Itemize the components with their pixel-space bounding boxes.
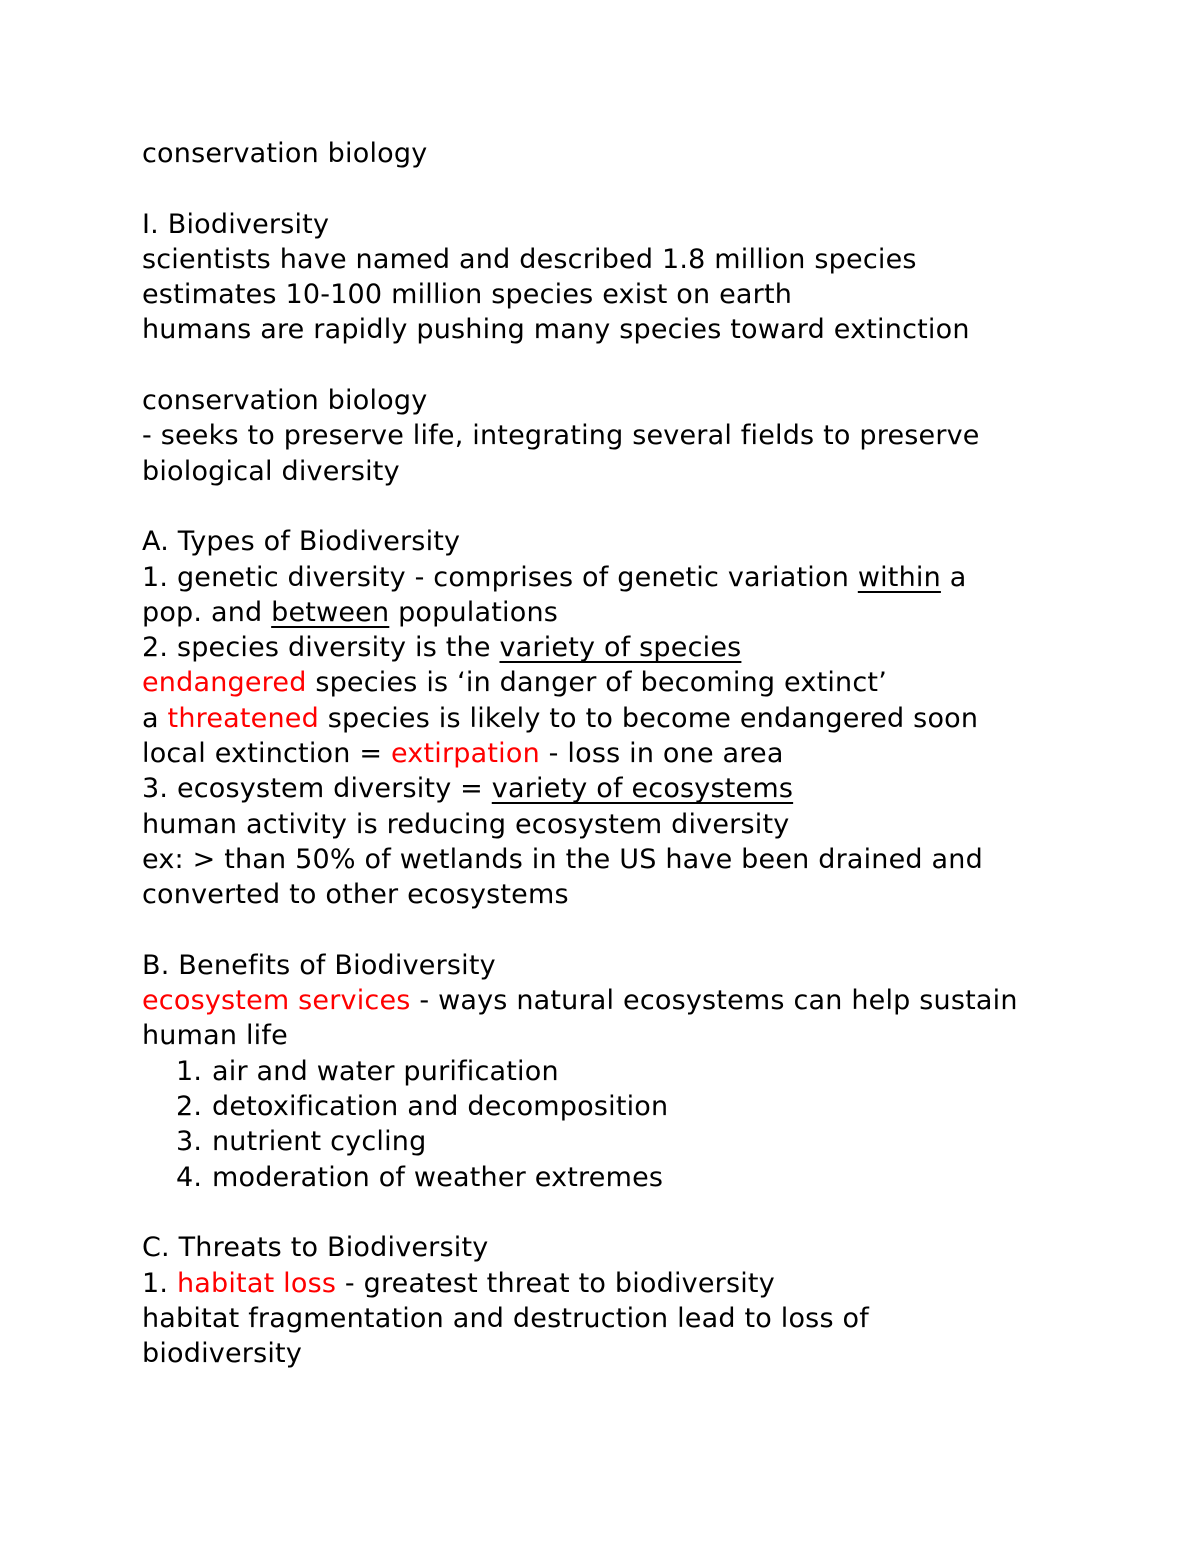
highlighted-term: extirpation [390, 738, 540, 770]
text: species is ‘in danger of becoming extinct’ [306, 667, 887, 699]
text: 1. [142, 1267, 177, 1299]
list-number: 1. [176, 1055, 203, 1087]
list-item [142, 1054, 1122, 1089]
document-title: conservation biology [142, 138, 428, 169]
list-text: detoxification and decomposition [212, 1091, 669, 1123]
underlined-term: variety of species [499, 632, 742, 664]
text-line: human activity is reducing ecosystem diversity [142, 808, 790, 840]
text-line [142, 983, 1122, 1018]
text-line: scientists have named and described 1.8 million species [142, 243, 917, 275]
spacer [142, 348, 1122, 383]
list-number: 3. [176, 1126, 203, 1158]
text-line: human life [142, 1020, 288, 1052]
highlighted-term: ecosystem services [142, 985, 411, 1017]
text-line: estimates 10-100 million species exist on earth [142, 279, 793, 311]
text-line [142, 560, 1122, 595]
text-line: habitat fragmentation and destruction lead to loss of [142, 1302, 869, 1334]
section-heading: conservation biology [142, 385, 428, 417]
text: a [142, 702, 168, 734]
section-heading: C. Threats to Biodiversity [142, 1232, 489, 1264]
highlighted-term: habitat loss [176, 1267, 337, 1299]
list-number: 2. [176, 1091, 203, 1123]
spacer [142, 489, 1122, 524]
underlined-term: between [271, 596, 390, 628]
highlighted-term: endangered [142, 667, 307, 699]
text: - greatest threat to biodiversity [336, 1267, 775, 1299]
text-line: - seeks to preserve life, integrating several fields to preserve [142, 420, 980, 452]
list-item [142, 1124, 1122, 1159]
text-line [142, 736, 1122, 771]
list-item [142, 1160, 1122, 1195]
text: species is likely to to become endangered soon [318, 702, 979, 734]
spacer [142, 171, 1122, 206]
text: 3. ecosystem diversity = [142, 773, 492, 805]
text: 2. species diversity is the [142, 632, 500, 664]
section-heading: I. Biodiversity [142, 208, 330, 240]
text: pop. and [142, 596, 272, 628]
section-heading: B. Benefits of Biodiversity [142, 949, 496, 981]
list-text: air and water purification [212, 1055, 559, 1087]
text: - ways natural ecosystems can help sustain [410, 985, 1018, 1017]
text-line: ex: > than 50% of wetlands in the US have been drained and [142, 843, 983, 875]
text-line: biodiversity [142, 1338, 303, 1370]
list-text: moderation of weather extremes [212, 1161, 664, 1193]
text: - loss in one area [539, 738, 784, 770]
text-line [142, 1266, 1122, 1301]
list-text: nutrient cycling [212, 1126, 427, 1158]
document-body [142, 136, 1122, 1371]
list-item [142, 1089, 1122, 1124]
section-heading: A. Types of Biodiversity [142, 526, 461, 558]
text-line [142, 595, 1122, 630]
text-line [142, 771, 1122, 806]
spacer [142, 913, 1122, 948]
list-number: 4. [176, 1161, 203, 1193]
text-line [142, 630, 1122, 665]
text-line: converted to other ecosystems [142, 879, 569, 911]
underlined-term: within [857, 561, 941, 593]
text-line [142, 665, 1122, 700]
spacer [142, 1195, 1122, 1230]
text-line: humans are rapidly pushing many species toward extinction [142, 314, 970, 346]
text: 1. genetic diversity - comprises of genetic variation [142, 561, 858, 593]
text-line: biological diversity [142, 455, 400, 487]
text: populations [389, 596, 559, 628]
text-line [142, 701, 1122, 736]
highlighted-term: threatened [167, 702, 319, 734]
text: a [940, 561, 967, 593]
underlined-term: variety of ecosystems [491, 773, 794, 805]
text: local extinction = [142, 738, 391, 770]
